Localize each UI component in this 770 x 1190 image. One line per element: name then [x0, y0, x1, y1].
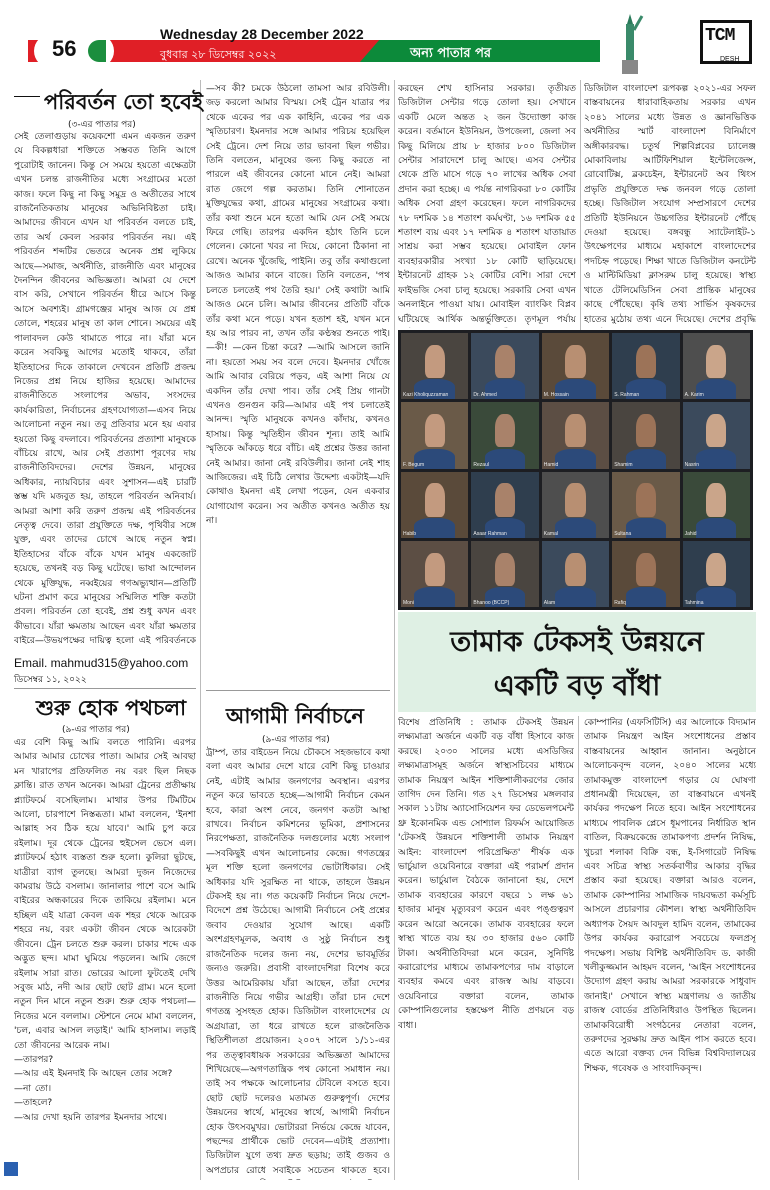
- participant-name: Dr. Ahmed: [473, 392, 497, 399]
- column-divider: [580, 80, 581, 330]
- participant-body: [555, 449, 595, 469]
- logo-text: TCM: [705, 26, 735, 46]
- article-divider: [14, 688, 196, 689]
- article-title: শুরু হোক পথচলা: [36, 696, 187, 720]
- participant-body: [485, 449, 525, 469]
- article-body: এর বেশি কিছু আমি বলতে পারিনি। এরপর আমার আমার চোখের পাতা। আমার সেই আবছা মন খারাপের প্রতিফলিত নয় বরং ছিল নিছক ক্লান্তি। রাত তখন অনেক। আমরা ট্রেনের প্রতীক্ষায় প্ল্যাটফর্মে বসেছিলাম। মাথার উপর টিমটিমে আলো, চারপাশে নিস্তব্ধতা। মামা বললেন, 'ইনশা আল্লাহ সব ঠিক হয়ে যাবে।' আমি চুপ করে রইলাম। দূর থেকে ট্রেনের হুইসেল ভেসে এল। প্ল্যাটফর্মে হঠাৎ ব্যস্ততা শুরু হলো। কুলিরা ছুটছে, যাত্রীরা ব্যাগ তুলছে। আমরা দুজন নিজেদের কামরায় উঠে বসলাম। জানালার পাশে বসে আমি বাইরের অন্ধকারের দিকে তাকিয়ে রইলাম। মনে হচ্ছিল এই যাত্রা কেবল এক শহর থেকে আরেক শহরে নয়, বরং একটা জীবন থেকে আরেকটা জীবনে। ট্রেন চলতে শুরু করল। চাকার শব্দে এক অদ্ভুত ছন্দ। মামা ঘুমিয়ে পড়লেন। আমি জেগে রইলাম সারা রাত। ভোরের আলো ফুটতেই দেখি সবুজ মাঠ, নদী আর ছোট ছোট গ্রাম। মনে হলো নতুন দিন মানে নতুন শুরু। শুরু হোক পথচলা—নিজের মনে বললাম। স্টেশনে নেমে মামা বললেন, 'চল, এবার আসল লড়াই।' আমি হাসলাম। লড়াই তো জীবনের আরেক নাম। —তারপর? —আর এই ইমনদাই কি আছেন তোর সঙ্গে? —না তো। —তাহলে? —আর দেখা হয়নি তারপর ইমনদার সাথে।: [14, 738, 196, 1123]
- participant-face: [706, 345, 726, 378]
- article-body: কোম্পানির (এফসিটিসি) এর আলোকে বিদ্যমান তামাক নিয়ন্ত্রণ আইন সংশোধনের প্রস্তাব বাস্তবায়নের আহ্বান জানান। অনুষ্ঠানে আলোচকবৃন্দ বলেন, ২০৪০ সালের মধ্যে তামাকমুক্ত বাংলাদেশ গড়ার যে ঘোষণা প্রধানমন্ত্রী দিয়েছেন, তা বাস্তবায়নে এখনই কার্যকর পদক্ষেপ নিতে হবে। আইন সংশোধনের মাধ্যমে পাবলিক প্লেসে ধূমপানের নির্ধারিত স্থান বাতিল, বিক্রয়কেন্দ্রে তামাকপণ্য প্রদর্শন নিষিদ্ধ, খুচরা শলাকা বিক্রি বন্ধ, ই-সিগারেট নিষিদ্ধ এবং সচিত্র স্বাস্থ্য সতর্কবাণীর আকার বৃদ্ধির প্রস্তাব করা হয়েছে। বক্তারা আরও বলেন, তামাক কোম্পানির সামাজিক দায়বদ্ধতা কর্মসূচি আসলে প্রচারণার কৌশল। স্বাস্থ্য অর্থনীতিবিদ অধ্যাপক সৈয়দ আবদুল হামিদ বলেন, তামাকের উপর কার্যকর করারোপ সবচেয়ে ফলপ্রসূ পদক্ষেপ। সভায় বিশিষ্ট অর্থনীতিবিদ ড. কাজী খলীকুজ্জমান আহমদ বলেন, 'আইন সংশোধনের উদ্যোগ গ্রহণ করায় আমরা সরকারকে সাধুবাদ জানাই।' সেখানে স্বাস্থ্য মন্ত্রণালয় ও জাতীয় রাজস্ব বোর্ডের প্রতিনিধিরাও উপস্থিত ছিলেন। তামাকবিরোধী সংগঠনের নেতারা বলেন, তরুণদের সুরক্ষায় দ্রুত আইন পাস করতে হবে। এতে আরো বক্তব্য দেন বিভিন্ন বিশ্ববিদ্যালয়ের শিক্ষক, গবেষক ও সাংবাদিকবৃন্দ।: [584, 718, 756, 1074]
- participant-face: [425, 414, 445, 447]
- article-divider: [206, 690, 390, 691]
- participant-name: Tahmina: [684, 600, 704, 606]
- participant-face: [636, 414, 656, 447]
- participant-body: [626, 587, 666, 607]
- article-body: সেই তেলাগুড়ায় কয়েকশো এমন একজন তরুণ যে বিকল্পধারা শক্তিতে সম্ভবত তিনি আগে পুরোটাই জানেন। কিন্তু সে সময়ে হয়তো এক্ষেত্রটা এখন চলন্ত রাজনীতির মধ্যে সংগ্রামের মতো কাজ। ফলে কিছু না কিছু সমুদ্র ও অতীতের সাথে রাজনৈতিকতায় মানুষের অভিনিবিষ্টতা চাই। আমাদের জীবনে এখন যা পরিবর্তন বলতে চাই, তার অর্থ কেবল সরকার পরিবর্তন নয়। এই পরিবর্তন শব্দটির ভেতরে অনেক প্রশ্ন লুকিয়ে আছে—সমাজ, অর্থনীতি, রাজনীতি এবং মানুষের দৈনন্দিন জীবনের অভিজ্ঞতা। আমরা যে দেশে বাস করি, সেখানে পরিবর্তন ধীরে আসে কিন্তু আসে অবশ্যই। গ্রামগঞ্জের মানুষ আজ যে প্রশ্ন তোলে, শহরের মানুষ তা কাল শোনে। সময়ের এই পালাবদল কেউ থামাতে পারে না। যাঁরা মনে করেন সবকিছু আগের মতোই থাকবে, তাঁরা ইতিহাসের দিকে তাকালে দেখবেন প্রতিটি প্রজন্ম নিজের প্রশ্ন নিয়ে হাজির হয়েছে। আমাদের রাজনীতিতে সংলাপের অভাব, সংসদের কার্যকারিতা, নির্বাচনের গ্রহণযোগ্যতা—এসব নিয়ে আলোচনা নতুন নয়। তবু প্রতিবার মনে হয় এবার হয়তো কিছু বদলাবে। পরিবর্তনের প্রত্যাশা মানুষকে বাঁচিয়ে রাখে, আর সেই প্রত্যাশা পূরণের দায় রাজনীতিবিদদের। দেশের উন্নয়ন, মানুষের অধিকার, ন্যায়বিচার এবং সুশাসন—এই চারটি স্তম্ভ যদি মজবুত হয়, তাহলে পরিবর্তন অনিবার্য। আমরা আশা করি তরুণ প্রজন্ম এই পরিবর্তনের নেতৃত্ব দেবে। তারা প্রযুক্তিতে দক্ষ, পৃথিবীর সঙ্গে যুক্ত, এবং তাদের চোখে আছে নতুন স্বপ্ন। ইতিহাসের বাঁকে বাঁকে যখন মানুষ একজোট হয়েছে, তখনই বড় কিছু ঘটেছে। ভাষা আন্দোলন থেকে মুক্তিযুদ্ধ, নব্বইয়ের গণঅভ্যুত্থান—প্রতিটি ঘটনা প্রমাণ করে মানুষের সম্মিলিত শক্তি কতটা প্রবল। পরিবর্তন তো হবেই, প্রশ্ন শুধু কখন এবং কীভাবে। যাঁরা ক্ষমতায় আছেন এবং যাঁরা ক্ষমতার বাইরে—উভয়পক্ষের দায়িত্ব হলো এই পরিবর্তনকে: [14, 132, 196, 647]
- participant-name: M. Hossain: [543, 392, 569, 399]
- participant-face: [425, 553, 445, 586]
- participant-face: [425, 345, 445, 378]
- participant-face: [425, 483, 445, 516]
- participant-tile: [542, 541, 609, 607]
- arrow-icon: [4, 1162, 18, 1176]
- article-title: পরিবর্তন তো হবেই: [44, 90, 203, 114]
- page-header: [0, 0, 770, 78]
- column-divider: [200, 80, 201, 1180]
- participant-name: Asaar Rahman: [473, 530, 507, 537]
- participant-name: Rafiq: [614, 600, 626, 606]
- participant-name: Moni: [403, 600, 414, 606]
- participant-name: Nasrin: [684, 461, 700, 468]
- participant-face: [565, 483, 585, 516]
- section-label: অন্য পাতার পর: [410, 46, 492, 61]
- article-body: —সব কী? চমকে উঠলো তামসা আর রবিউলী। জড় করলো আমার বিস্ময়। সেই ট্রেন যাত্রার পর থেকে একের পর এক কাহিনি, একের পর এক স্মৃতিচারণ। ইমনদার সঙ্গে আমার পরিচয় হয়েছিল সেই ট্রেনে। দেশ নিয়ে তার ভাবনা ছিল গভীর। তিনি বলতেন, মানুষের জন্য কিছু করতে না পারলে এই জীবনের কোনো মানে নেই। আমরা রাত জেগে গল্প করতাম। তিনি শোনাতেন মুক্তিযুদ্ধের কথা, গ্রামের মানুষের সংগ্রামের কথা। তাঁর কথা শুনে মনে হতো আমি যেন সেই সময়ে ফিরে গেছি। তারপর একদিন হঠাৎ তিনি চলে গেলেন। কোনো খবর না দিয়ে, কোনো ঠিকানা না রেখে। অনেক খুঁজেছি, পাইনি। তবু তাঁর কথাগুলো আজও আমার কানে বাজে। তিনি বলতেন, 'পথ চলতে চলতেই পথ তৈরি হয়।' সেই কথাটা আমি আজও মেনে চলি। আমার জীবনের প্রতিটি বাঁকে তাঁর কথা মনে পড়ে। যখন হতাশ হই, যখন মনে হয় আর পারব না, তখন তাঁর কণ্ঠস্বর শুনতে পাই। —কী! —কেন চিন্তা করে? —আমি আসলে জানি না। হয়তো সময় সব বলে দেবে। ইমনদার খোঁজে আমি আবার বেরিয়ে পড়ব, এই আশা নিয়ে যে একদিন তাঁর দেখা পাব। তাঁর সেই প্রিয় গানটা এখনও গুনগুন করি—আমার এই পথ চলাতেই আনন্দ। স্মৃতি মানুষকে কখনও কাঁদায়, কখনও হাসায়। কিন্তু স্মৃতিহীন জীবন শূন্য। তাই আমি স্মৃতিকে আঁকড়ে ধরে বাঁচি। এই প্রশ্নের উত্তর জানা নেই আমার। জানা নেই রবিউলীর। জানা নেই শাহ আজিজের। এই চিঠি লেখার উদ্দেশ্য একটাই—যদি কোথাও ইমনদা এই লেখা পড়েন, যেন একবার যোগাযোগ করেন। সব অতীত কখনও অতীত হয় না।: [206, 84, 390, 527]
- title-rule: [14, 96, 40, 97]
- page-number: 56: [52, 36, 77, 61]
- participant-tile: [401, 472, 468, 538]
- statue-of-liberty-icon: [610, 10, 650, 74]
- article-date: ডিসেম্বর ১১, ২০২২: [14, 675, 87, 685]
- participant-body: [414, 587, 454, 607]
- participant-body: [555, 518, 595, 538]
- participant-tile: [471, 541, 538, 607]
- participant-body: [555, 587, 595, 607]
- participant-name: Jahid: [684, 530, 697, 537]
- participant-tile: [683, 333, 750, 399]
- participant-tile: [683, 472, 750, 538]
- participant-tile: [401, 541, 468, 607]
- participant-name: Alam: [543, 600, 556, 606]
- participant-face: [495, 345, 515, 378]
- participant-tile: [542, 472, 609, 538]
- participant-tile: [401, 402, 468, 468]
- article-subtitle: (৯-এর পাতার পর): [262, 735, 330, 745]
- headline-line-2: একটি বড় বাঁধা: [493, 669, 661, 702]
- participant-tile: [612, 472, 679, 538]
- participant-face: [565, 414, 585, 447]
- participant-name: Habib: [403, 530, 417, 537]
- participant-tile: [612, 541, 679, 607]
- participant-name: Shamim: [614, 461, 633, 468]
- participant-tile: [471, 402, 538, 468]
- participant-name: Kamal: [543, 530, 558, 537]
- column-divider: [394, 80, 395, 1180]
- participant-face: [706, 414, 726, 447]
- article-body: করছেন শেখ হাসিনার সরকার। তৃতীয়ত ডিজিটাল সেন্টার গড়ে তোলা হয়। সেখানে একটি মেলে অন্তত ২ জন উদ্যোক্তা কাজ করেন। বর্তমানে ইউনিয়ন, উপজেলা, জেলা সব কিছু মিলিয়ে প্রায় ৮ হাজার ৮০০ ডিজিটাল সেন্টার সারাদেশে চালু আছে। এসব সেন্টার থেকে প্রতি মাসে গড়ে ৭০ লাখের অধিক সেবা প্রদান করা হচ্ছে। এ পর্যন্ত নাগরিকরা ৮০ কোটির অধিক সেবা গ্রহণ করেছেন। ফলে নাগরিকদের ৭৮ দশমিক ১৪ শতাংশ কর্মঘণ্টা, ১৬ দশমিক ৫৫ শতাংশ ব্যয় এবং ১৭ দশমিক ৪ শতাংশ যাতায়াত সাশ্রয় করা সম্ভব হয়েছে। মোবাইল ফোন ব্যবহারকারীর সংখ্যা ১৮ কোটি ছাড়িয়েছে। ইন্টারনেট গ্রাহক ১২ কোটির বেশি। সারা দেশে ফাইভজি সেবা চালু হয়েছে। সরকারি সেবা এখন অনলাইনে পাওয়া যায়। মোবাইল ব্যাংকিং বিপ্লব ঘটিয়েছে আর্থিক অন্তর্ভুক্তিতে। তৃণমূল পর্যায়: [398, 84, 576, 325]
- page-badge-pill: [88, 40, 106, 62]
- article-body: ডিজিটাল বাংলাদেশ রূপকল্প ২০২১-এর সফল বাস্তবায়নের ধারাবাহিকতায় সরকার এখন ২০৪১ সালের মধ্যে উন্নত ও জ্ঞানভিত্তিক অর্থনীতির স্মার্ট বাংলাদেশ বিনির্মাণে অঙ্গীকারবদ্ধ। চতুর্থ শিল্পবিপ্লবের চ্যালেঞ্জ মোকাবিলায় আর্টিফিশিয়াল ইন্টেলিজেন্স, রোবোটিক্স, ব্লকচেইন, ইন্টারনেট অব থিংস প্রভৃতি প্রযুক্তিতে দক্ষ জনবল গড়ে তোলা হচ্ছে। ডিজিটাল সংযোগ সম্প্রসারণে দেশের প্রতিটি ইউনিয়নে উচ্চগতির ইন্টারনেট পৌঁছে দেওয়া হয়েছে। বঙ্গবন্ধু স্যাটেলাইট-১ উৎক্ষেপণের মাধ্যমে মহাকাশে বাংলাদেশের পদচিহ্ন পড়েছে। শিক্ষা খাতে ডিজিটাল কনটেন্ট ও মাল্টিমিডিয়া ক্লাসরুম চালু হয়েছে। স্বাস্থ্য খাতে টেলিমেডিসিন সেবা প্রান্তিক মানুষের কাছে পৌঁছেছে। কৃষি তথ্য সার্ভিস কৃষকদের হাতের মুঠোয় তথ্য এনে দিয়েছে। দেশের প্রবৃদ্ধি: [584, 84, 756, 325]
- participant-tile: [612, 333, 679, 399]
- participant-face: [565, 345, 585, 378]
- participant-face: [565, 553, 585, 586]
- participant-face: [706, 553, 726, 586]
- participant-name: S. Rahman: [614, 392, 640, 399]
- article-body: বিশেষ প্রতিনিধি : তামাক টেকসই উন্নয়ন লক্ষ্যমাত্রা অর্জনে একটি বড় বাঁধা হিসাবে কাজ করছে। ২০৩০ সালের মধ্যে এসডিজির লক্ষ্যমাত্রাসমূহ অর্জনে স্বাস্থ্যসচিবের মাধ্যমে তামাক নিয়ন্ত্রণ আইন শক্তিশালীকরণের জোর তাগিদ দেন তিনি। গত ২৭ ডিসেম্বর মঙ্গলবার সকাল ১১টায় অ্যাসোসিয়েশন ফর ডেভেলপমেন্ট থ্রু ইকোনমিক এন্ড সোশ্যাল রিফর্মস আয়োজিত 'টেকসই উন্নয়নে শক্তিশালী তামাক নিয়ন্ত্রণ আইন: বাংলাদেশ পরিপ্রেক্ষিত' শীর্ষক এক ভার্চুয়াল ওয়েবিনারে বক্তারা এই পরামর্শ প্রদান করেন। ভার্চুয়াল বৈঠকে জানানো হয়, দেশে তামাক ব্যবহারের কারণে বছরে ১ লক্ষ ৬১ হাজার মানুষ মৃত্যুবরণ করেন এবং পঙ্গুত্বরণ করেন আরো অনেকে। তামাক ব্যবহারের ফলে স্বাস্থ্য খাতে ব্যয় হয় ৩০ হাজার ৫৬০ কোটি টাকা। অর্থনীতিবিদরা মনে করেন, সুনির্দিষ্ট করারোপের মাধ্যমে তামাকপণ্যের দাম বাড়ালে ব্যবহার কমবে এবং রাজস্ব আয় বাড়বে। ওয়েবিনারে বক্তারা বলেন, তামাক কোম্পানিগুলোর হস্তক্ষেপ নীতি প্রণয়নে বড় বাধা।: [398, 718, 574, 1031]
- column-divider: [578, 716, 579, 1180]
- article-subtitle: (৯-এর পাতার পর): [62, 725, 130, 735]
- participant-name: F. Begum: [403, 461, 425, 468]
- participant-face: [495, 483, 515, 516]
- participant-body: [696, 449, 736, 469]
- participant-tile: [542, 402, 609, 468]
- participant-body: [414, 518, 454, 538]
- participant-face: [495, 553, 515, 586]
- headline-box: [398, 612, 756, 712]
- date-english: Wednesday 28 December 2022: [160, 26, 364, 42]
- participant-name: Sultana: [614, 530, 632, 537]
- participant-tile: [683, 402, 750, 468]
- participant-body: [696, 518, 736, 538]
- participant-tile: [471, 472, 538, 538]
- webinar-photo: [398, 330, 753, 610]
- participant-face: [636, 553, 656, 586]
- article-subtitle: (৩-এর পাতার পর): [68, 120, 136, 130]
- participant-face: [495, 414, 515, 447]
- date-bengali: বুধবার ২৮ ডিসেম্বর ২০২২: [160, 48, 277, 61]
- participant-face: [636, 483, 656, 516]
- participant-tile: [471, 333, 538, 399]
- participant-tile: [542, 333, 609, 399]
- article-title: আগামী নির্বাচনে: [226, 704, 364, 728]
- participant-tile: [401, 333, 468, 399]
- participant-name: Rezaul: [473, 461, 489, 468]
- participant-face: [706, 483, 726, 516]
- author-email: Email. mahmud315@yahoo.com: [14, 656, 189, 670]
- headline-line-1: তামাক টেকসই উন্নয়নে: [450, 625, 704, 658]
- participant-name: Kazi Kholiquzzaman: [403, 392, 449, 399]
- participant-body: [626, 518, 666, 538]
- participant-tile: [612, 402, 679, 468]
- participant-name: A. Karim: [684, 392, 704, 399]
- logo-subtext: DESH: [720, 56, 740, 63]
- participant-name: Bhanoo (BCCP): [473, 600, 510, 606]
- participant-face: [636, 345, 656, 378]
- participant-name: Hamid: [543, 461, 559, 468]
- article-body: ট্রাম্প, তার বাইডেন নিয়ে চৌকসে সহজভাবে কথা বলা এবং আমার দেশে যারে বেশি কিছু চাওয়ার নেই, এটাই আমার জনগণের অবস্থান। এরপর নতুন করে ভাবতে হচ্ছে—আগামী নির্বাচন কেমন হবে, কারা অংশ নেবে, জনগণ কতটা আস্থা রাখবে। নির্বাচন কমিশনের ভূমিকা, প্রশাসনের নিরপেক্ষতা, রাজনৈতিক দলগুলোর মধ্যে সংলাপ—সবকিছুই এখন আলোচনার কেন্দ্রে। গণতন্ত্রের মূল শক্তি হলো জনগণের ভোটাধিকার। সেই অধিকার যদি সুরক্ষিত না থাকে, তাহলে উন্নয়ন টেকসই হয় না। গত কয়েকটি নির্বাচন নিয়ে দেশে-বিদেশে প্রশ্ন উঠেছে। আগামী নির্বাচনে সেই প্রশ্নের জবাব দেওয়ার সুযোগ আছে। একটি অংশগ্রহণমূলক, অবাধ ও সুষ্ঠু নির্বাচন শুধু রাজনৈতিক দলের জন্য নয়, দেশের ভাবমূর্তির জন্যও জরুরি। প্রবাসী বাংলাদেশিরা বিশেষ করে উত্তর আমেরিকায় যাঁরা আছেন, তাঁরা দেশের রাজনীতি নিয়ে গভীর আগ্রহী। তাঁরা চান দেশে গণতন্ত্র সুসংহত হোক। ডিজিটাল বাংলাদেশের যে অগ্রযাত্রা, তা ধরে রাখতে হলে রাজনৈতিক স্থিতিশীলতা প্রয়োজন। ২০০৭ সালে ১/১১-এর পর তত্ত্বাবধায়ক সরকারের অভিজ্ঞতা আমাদের শিখিয়েছে—অগণতান্ত্রিক পথ কোনো সমাধান নয়। তাই সব পক্ষকে আলোচনার টেবিলে বসতে হবে। ছোট ছোট দলেরও মতামত গুরুত্বপূর্ণ। দেশের উন্নয়নের স্বার্থে, মানুষের স্বার্থে, আগামী নির্বাচন হোক উৎসবমুখর। ভোটাররা নির্ভয়ে কেন্দ্রে যাবেন, পছন্দের প্রার্থীকে ভোট দেবেন—এটাই প্রত্যাশা। ডিজিটাল যুগে তথ্য দ্রুত ছড়ায়; তাই গুজব ও অপপ্রচার রোধে সবাইকে সচেতন থাকতে হবে।: [206, 748, 390, 1176]
- participant-tile: [683, 541, 750, 607]
